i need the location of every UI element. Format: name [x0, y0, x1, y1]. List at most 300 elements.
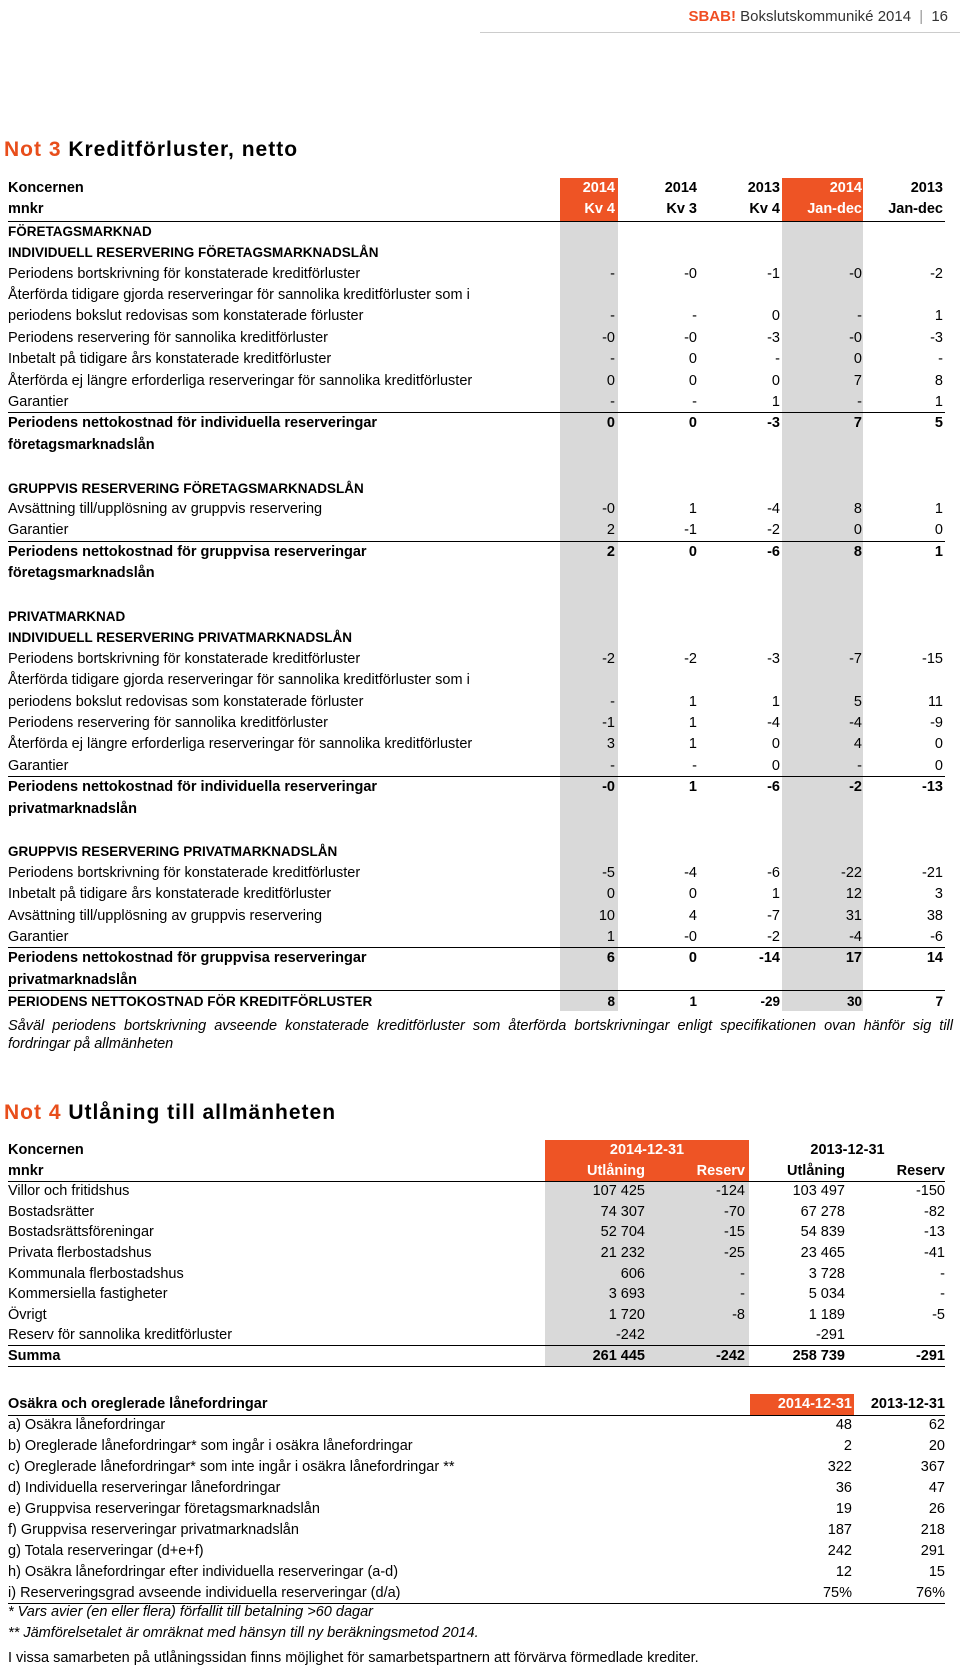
cell-value: - — [692, 308, 697, 325]
header-rule — [480, 32, 960, 33]
cell-value: 17 — [845, 950, 862, 967]
cell-value: 0 — [606, 372, 615, 389]
row-label: Inbetalt på tidigare års konstaterade kreditförluster — [8, 886, 332, 903]
column-header: Jan-dec — [888, 201, 943, 218]
cell-value: 3 — [606, 736, 615, 753]
table-row — [0, 306, 960, 327]
cell-value: 1 — [688, 715, 697, 731]
header-row — [0, 178, 960, 199]
cell-value: 0 — [606, 886, 615, 903]
row-label: Återförda tidigare gjorda reserveringar för sannolika kreditförluster som i — [8, 287, 470, 303]
header-separator: | — [919, 8, 924, 25]
row-label: g) Totala reserveringar (d+e+f) — [8, 1543, 204, 1559]
cell-value: -0 — [849, 265, 862, 282]
cell-value: - — [692, 757, 697, 774]
column-header: Kv 4 — [584, 201, 615, 218]
table-row — [0, 820, 960, 841]
table-row — [0, 777, 960, 798]
row-label: b) Oreglerade lånefordringar* som ingår i osäkra lånefordringar — [8, 1438, 413, 1454]
cell-value: -22 — [841, 864, 862, 881]
cell-value: -6 — [767, 779, 780, 796]
cell-value: 20 — [928, 1438, 945, 1454]
closing-text: I vissa samarbeten på utlåningssidan finns möjlighet för samarbetspartnern att förvärva förmedlade krediter. — [8, 1650, 699, 1666]
table-row — [0, 627, 960, 648]
table-row — [0, 713, 960, 734]
table-row — [0, 1243, 960, 1264]
cell-value: 103 497 — [792, 1183, 845, 1200]
footnote-1: * Vars avier (en eller flera) förfallit till betalning >60 dagar — [8, 1604, 373, 1620]
cell-value: 1 — [689, 994, 697, 1010]
table-row — [0, 1583, 960, 1604]
cell-value: 0 — [934, 757, 943, 774]
cell-value: 76% — [915, 1585, 945, 1601]
cell-value: -14 — [759, 950, 780, 967]
table-row — [0, 1457, 960, 1478]
cell-value: -15 — [922, 650, 943, 667]
cell-value: 367 — [920, 1459, 945, 1475]
cell-value: -82 — [924, 1203, 945, 1220]
row-label: GRUPPVIS RESERVERING PRIVATMARKNADSLÅN — [8, 844, 338, 860]
cell-value: -2 — [602, 650, 615, 667]
table-row — [0, 1562, 960, 1583]
cell-value: 6 — [606, 950, 615, 967]
cell-value: 0 — [771, 372, 780, 389]
cell-value: -5 — [932, 1306, 945, 1323]
cell-value: -7 — [849, 650, 862, 667]
table-row — [0, 242, 960, 263]
cell-value: - — [940, 1265, 945, 1282]
header-row — [0, 1394, 960, 1415]
table-row — [0, 435, 960, 456]
column-header: Kv 3 — [666, 201, 697, 218]
cell-value: 10 — [598, 907, 615, 924]
table-row — [0, 606, 960, 627]
cell-value: -0 — [602, 501, 615, 517]
page-header — [688, 8, 948, 25]
cell-value: -41 — [924, 1245, 945, 1261]
table-row — [0, 841, 960, 862]
row-label: Garantier — [8, 522, 69, 539]
table-row — [0, 456, 960, 477]
cell-value: 1 — [688, 736, 697, 753]
table-row — [0, 1284, 960, 1305]
column-header: 2013-12-31 — [870, 1396, 945, 1412]
cell-value: - — [940, 1286, 945, 1303]
column-header: 2014 — [582, 180, 615, 196]
cell-value: -3 — [767, 329, 780, 346]
table-row — [0, 1415, 960, 1436]
table-row — [0, 221, 960, 242]
row-label: Bostadsrätter — [8, 1203, 95, 1220]
cell-value: 1 720 — [608, 1306, 645, 1323]
row-label: periodens bokslut redovisas som konstaterade förluster — [8, 308, 364, 325]
cell-value: 0 — [853, 522, 862, 539]
header-row — [0, 1140, 960, 1161]
cell-value: 0 — [771, 736, 780, 753]
cell-value: 2 — [606, 522, 615, 539]
cell-value: -3 — [767, 650, 780, 667]
cell-value: 21 232 — [600, 1245, 645, 1261]
cell-value: 187 — [827, 1522, 852, 1538]
cell-value: 0 — [771, 308, 780, 325]
cell-value: - — [610, 351, 615, 368]
header-row — [0, 199, 960, 220]
cell-value: -6 — [767, 543, 780, 560]
row-label: c) Oreglerade lånefordringar* som inte ingår i osäkra lånefordringar ** — [8, 1459, 455, 1475]
row-label: Återförda ej längre erforderliga reserveringar för sannolika kreditförluster — [8, 736, 473, 753]
table-row — [0, 1325, 960, 1346]
row-label: INDIVIDUELL RESERVERING PRIVATMARKNADSLÅN — [8, 630, 353, 646]
table-row — [0, 970, 960, 991]
cell-value: 47 — [928, 1480, 945, 1496]
cell-value: 606 — [620, 1265, 645, 1282]
cell-value: 14 — [926, 950, 943, 967]
row-label: Garantier — [8, 757, 69, 774]
cell-value: -2 — [849, 779, 862, 796]
cell-value: 1 — [771, 394, 780, 410]
row-label: Periodens reservering för sannolika kreditförluster — [8, 715, 328, 731]
page-number: 16 — [931, 8, 948, 25]
cell-value: 1 189 — [808, 1306, 845, 1323]
table-row — [0, 1436, 960, 1457]
row-label: Övrigt — [8, 1306, 47, 1323]
cell-value: 3 693 — [608, 1286, 645, 1303]
cell-value: -3 — [930, 329, 943, 346]
cell-value: 54 839 — [800, 1224, 845, 1241]
cell-value: 12 — [845, 886, 862, 903]
cell-value: -6 — [930, 929, 943, 945]
table-row — [0, 948, 960, 969]
cell-value: - — [775, 351, 780, 368]
table-row — [0, 1202, 960, 1223]
cell-value: -242 — [615, 1327, 645, 1344]
cell-value: -29 — [760, 994, 780, 1010]
row-label: Bostadsrättsföreningar — [8, 1224, 154, 1241]
column-header: 2014 — [664, 180, 697, 196]
table-row — [0, 1222, 960, 1243]
cell-value: 0 — [688, 543, 697, 560]
column-header-label: mnkr — [8, 201, 44, 218]
table-row — [0, 499, 960, 520]
cell-value: -242 — [715, 1348, 745, 1364]
cell-value: - — [938, 351, 943, 368]
row-label: Summa — [8, 1348, 61, 1364]
table-row — [0, 884, 960, 905]
row-label: Återförda ej längre erforderliga reserveringar för sannolika kreditförluster — [8, 372, 473, 389]
table-row — [0, 1520, 960, 1541]
row-label: h) Osäkra lånefordringar efter individuella reserveringar (a-d) — [8, 1564, 399, 1580]
table-row — [0, 927, 960, 948]
table-row — [0, 670, 960, 691]
cell-value: 0 — [688, 886, 697, 903]
cell-value: - — [857, 308, 862, 325]
row-rule-line — [8, 1366, 945, 1367]
table-row — [0, 264, 960, 285]
cell-value: -2 — [930, 265, 943, 282]
table-row — [0, 1305, 960, 1326]
cell-value: 1 — [688, 693, 697, 710]
row-label: INDIVIDUELL RESERVERING FÖRETAGSMARKNADSLÅN — [8, 245, 379, 261]
cell-value: 3 — [934, 886, 943, 903]
cell-value: -25 — [724, 1245, 745, 1261]
cell-value: -4 — [849, 929, 862, 945]
cell-value: 7 — [935, 994, 943, 1010]
cell-value: 7 — [853, 372, 862, 389]
row-label: d) Individuella reserveringar lånefordringar — [8, 1480, 281, 1496]
cell-value: -0 — [849, 329, 862, 346]
cell-value: -1 — [602, 715, 615, 731]
cell-value: 4 — [688, 907, 697, 924]
row-label: privatmarknadslån — [8, 800, 137, 817]
row-label: Villor och fritidshus — [8, 1183, 130, 1200]
header-row — [0, 1161, 960, 1182]
table-row — [0, 585, 960, 606]
cell-value: 1 — [606, 929, 615, 945]
row-label: Avsättning till/upplösning av gruppvis reservering — [8, 501, 323, 517]
table-row — [0, 1264, 960, 1285]
column-group-header: 2014-12-31 — [609, 1142, 685, 1158]
table-row — [0, 649, 960, 670]
row-label: a) Osäkra lånefordringar — [8, 1417, 166, 1433]
note4-number: Not 4 — [4, 1101, 62, 1124]
cell-value: -2 — [767, 522, 780, 539]
cell-value: 2 — [843, 1438, 852, 1454]
cell-value: -8 — [732, 1306, 745, 1323]
cell-value: - — [692, 394, 697, 410]
brand-logo: SBAB! — [688, 8, 736, 25]
cell-value: 1 — [771, 693, 780, 710]
row-label: Återförda tidigare gjorda reserveringar för sannolika kreditförluster som i — [8, 672, 470, 689]
cell-value: 5 — [934, 415, 943, 432]
cell-value: -9 — [930, 715, 943, 731]
cell-value: - — [610, 308, 615, 325]
cell-value: 52 704 — [600, 1224, 645, 1241]
cell-value: -291 — [915, 1348, 945, 1364]
row-label: FÖRETAGSMARKNAD — [8, 223, 152, 239]
cell-value: 7 — [853, 415, 862, 432]
table-row — [0, 756, 960, 777]
cell-value: 1 — [934, 501, 943, 517]
cell-value: -13 — [924, 1224, 945, 1241]
cell-value: - — [857, 394, 862, 410]
cell-value: -1 — [684, 522, 697, 539]
table-row — [0, 478, 960, 499]
cell-value: -0 — [602, 779, 615, 796]
row-label: Garantier — [8, 929, 69, 945]
row-label: Avsättning till/upplösning av gruppvis reservering — [8, 907, 323, 924]
column-header: Reserv — [896, 1162, 945, 1179]
cell-value: - — [740, 1286, 745, 1303]
note3-title — [4, 138, 298, 162]
cell-value: 8 — [607, 994, 615, 1010]
cell-value: -1 — [767, 265, 780, 282]
note3-number: Not 3 — [4, 138, 62, 161]
note4-heading: Utlåning till allmänheten — [68, 1101, 337, 1124]
cell-value: 75% — [822, 1585, 852, 1601]
cell-value: 0 — [606, 415, 615, 432]
section-header: Osäkra och oreglerade lånefordringar — [8, 1396, 268, 1412]
cell-value: 26 — [928, 1501, 945, 1517]
table-row — [0, 392, 960, 413]
note3-footnote: Såväl periodens bortskrivning avseende konstaterade kreditförluster som återförda bortskrivningar enligt specifikationen ovan hänför sig till fordringar på allmänheten — [8, 1018, 953, 1052]
table-row — [0, 563, 960, 584]
column-header: 2013 — [747, 180, 780, 196]
cell-value: 1 — [934, 394, 943, 410]
cell-value: 8 — [853, 543, 862, 560]
row-label: GRUPPVIS RESERVERING FÖRETAGSMARKNADSLÅN — [8, 480, 364, 496]
cell-value: -150 — [915, 1183, 945, 1200]
table-row — [0, 285, 960, 306]
column-header: 2014 — [829, 180, 862, 196]
row-label: Periodens nettokostnad för individuella reserveringar — [8, 415, 378, 432]
table-row — [0, 1541, 960, 1562]
cell-value: -4 — [684, 864, 697, 881]
cell-value: 67 278 — [800, 1203, 845, 1220]
cell-value: 1 — [688, 501, 697, 517]
cell-value: -2 — [684, 650, 697, 667]
column-header: Reserv — [696, 1162, 745, 1179]
cell-value: - — [610, 693, 615, 710]
cell-value: 0 — [771, 757, 780, 774]
cell-value: 0 — [934, 522, 943, 539]
cell-value: - — [610, 265, 615, 282]
cell-value: 8 — [853, 501, 862, 517]
document-title: Bokslutskommuniké 2014 — [740, 8, 912, 25]
cell-value: 23 465 — [800, 1245, 845, 1261]
cell-value: 15 — [928, 1564, 945, 1580]
cell-value: 242 — [827, 1543, 852, 1559]
cell-value: -6 — [767, 864, 780, 881]
cell-value: - — [740, 1265, 745, 1282]
cell-value: -0 — [684, 265, 697, 282]
note4-title — [4, 1101, 336, 1125]
cell-value: 322 — [827, 1459, 852, 1475]
column-header: 2013 — [910, 180, 943, 196]
cell-value: -291 — [815, 1327, 845, 1344]
row-label: Kommunala flerbostadshus — [8, 1265, 184, 1282]
row-label: Periodens bortskrivning för konstaterade kreditförluster — [8, 265, 361, 282]
cell-value: - — [610, 757, 615, 774]
table-row — [0, 328, 960, 349]
table-row — [0, 1478, 960, 1499]
cell-value: 62 — [928, 1417, 945, 1433]
cell-value: -4 — [849, 715, 862, 731]
cell-value: -2 — [767, 929, 780, 945]
column-header: Kv 4 — [749, 201, 780, 218]
cell-value: 0 — [934, 736, 943, 753]
cell-value: 1 — [934, 543, 943, 560]
cell-value: 11 — [927, 693, 943, 710]
cell-value: 0 — [688, 351, 697, 368]
cell-value: 0 — [688, 415, 697, 432]
column-header-label: mnkr — [8, 1162, 44, 1179]
cell-value: 12 — [835, 1564, 852, 1580]
cell-value: -7 — [767, 907, 780, 924]
cell-value: 38 — [926, 907, 943, 924]
row-label: PRIVATMARKNAD — [8, 609, 126, 624]
table-row — [0, 692, 960, 713]
row-label: Periodens bortskrivning för konstaterade kreditförluster — [8, 650, 361, 667]
column-header-label: Koncernen — [8, 1142, 84, 1158]
table-row — [0, 542, 960, 563]
row-label: Periodens nettokostnad för individuella reserveringar — [8, 779, 378, 796]
cell-value: -0 — [684, 929, 697, 945]
cell-value: 8 — [934, 372, 943, 389]
row-label: företagsmarknadslån — [8, 565, 155, 582]
row-label: Kommersiella fastigheter — [8, 1286, 168, 1303]
row-label: i) Reserveringsgrad avseende individuella reserveringar (d/a) — [8, 1585, 401, 1601]
cell-value: -21 — [922, 864, 943, 881]
row-label: Periodens reservering för sannolika kreditförluster — [8, 329, 328, 346]
cell-value: 291 — [920, 1543, 945, 1559]
row-label: Periodens nettokostnad för gruppvisa reserveringar — [8, 950, 367, 967]
cell-value: 218 — [920, 1522, 945, 1538]
cell-value: 261 445 — [592, 1348, 645, 1364]
note3-heading: Kreditförluster, netto — [68, 138, 299, 161]
cell-value: -4 — [767, 501, 780, 517]
cell-value: 30 — [846, 994, 862, 1010]
row-label: Periodens nettokostnad för gruppvisa reserveringar — [8, 543, 367, 560]
cell-value: 1 — [771, 886, 780, 903]
table-row — [0, 863, 960, 884]
cell-value: -5 — [602, 864, 615, 881]
row-label: Privata flerbostadshus — [8, 1245, 152, 1261]
column-header: 2014-12-31 — [777, 1396, 852, 1412]
cell-value: 5 — [853, 693, 862, 710]
row-label: Garantier — [8, 394, 69, 410]
row-label: privatmarknadslån — [8, 971, 137, 988]
cell-value: 5 034 — [808, 1286, 845, 1303]
row-label: Reserv för sannolika kreditförluster — [8, 1327, 233, 1344]
column-header-label: Koncernen — [8, 180, 84, 196]
cell-value: 107 425 — [592, 1183, 645, 1200]
footnote-2: ** Jämförelsetalet är omräknat med hänsyn till ny beräkningsmetod 2014. — [8, 1625, 479, 1641]
column-header: Utlåning — [787, 1162, 845, 1179]
table-row — [0, 734, 960, 755]
cell-value: 36 — [835, 1480, 852, 1496]
cell-value: 4 — [853, 736, 862, 753]
cell-value: 19 — [835, 1501, 852, 1517]
cell-value: -0 — [602, 329, 615, 346]
table-row — [0, 371, 960, 392]
row-label: PERIODENS NETTOKOSTNAD FÖR KREDITFÖRLUSTER — [8, 994, 373, 1010]
row-label: företagsmarknadslån — [8, 436, 155, 453]
cell-value: - — [610, 394, 615, 410]
table-row — [0, 520, 960, 541]
cell-value: -4 — [767, 715, 780, 731]
table-row — [0, 906, 960, 927]
row-label: Inbetalt på tidigare års konstaterade kreditförluster — [8, 351, 332, 368]
table-row — [0, 349, 960, 370]
cell-value: -0 — [684, 329, 697, 346]
cell-value: 0 — [853, 351, 862, 368]
column-header: Jan-dec — [807, 201, 862, 218]
cell-value: -3 — [767, 415, 780, 432]
cell-value: -70 — [724, 1203, 745, 1220]
row-label: f) Gruppvisa reserveringar privatmarknadslån — [8, 1522, 299, 1538]
cell-value: -124 — [715, 1183, 745, 1200]
column-group-header: 2013-12-31 — [810, 1142, 885, 1158]
cell-value: 31 — [845, 907, 862, 924]
row-label: periodens bokslut redovisas som konstaterade förluster — [8, 693, 364, 710]
column-header: Utlåning — [587, 1162, 645, 1179]
table-row — [0, 413, 960, 434]
cell-value: -15 — [724, 1224, 745, 1241]
cell-value: 1 — [934, 308, 943, 325]
table-row — [0, 799, 960, 820]
row-label: e) Gruppvisa reserveringar företagsmarknadslån — [8, 1501, 320, 1517]
cell-value: 74 307 — [600, 1203, 645, 1220]
